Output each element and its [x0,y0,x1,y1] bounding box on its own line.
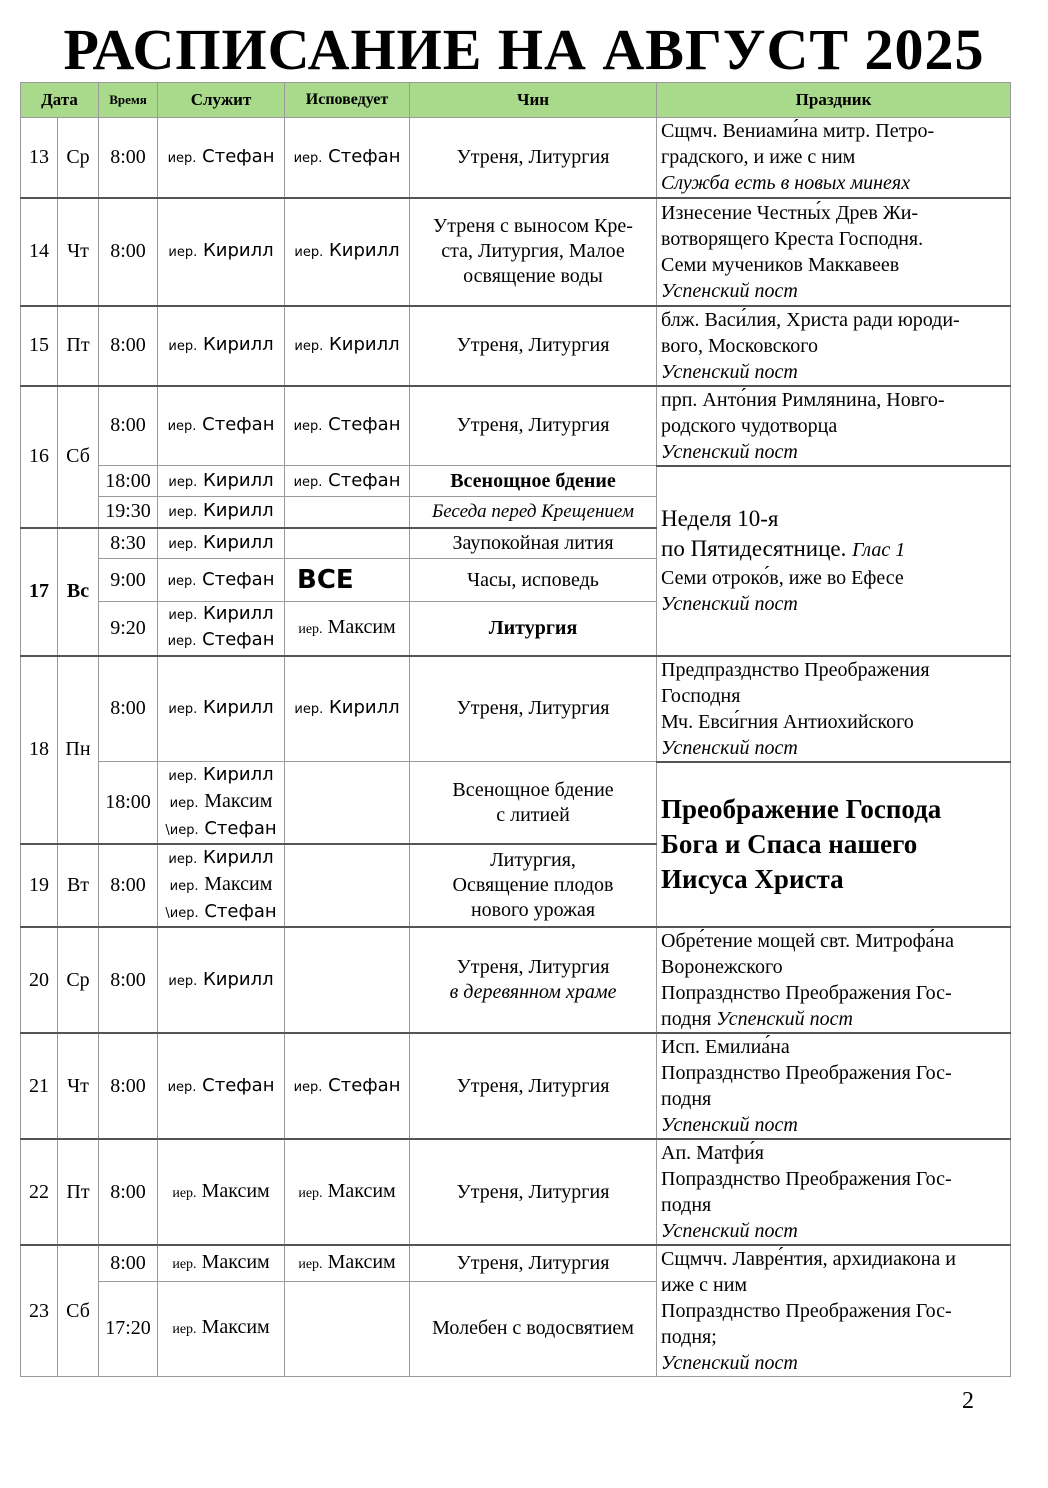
serves-cell [158,1245,285,1281]
fast-note: Успенский пост [661,1352,798,1374]
feast-cell [657,386,1011,466]
weekday-cell: Сб [58,1245,99,1377]
day-cell: 18 [21,656,58,845]
clergy-name: Кирилл [202,334,274,355]
day-cell: 20 [21,927,58,1033]
service-line: Утреня, Литургия [456,956,610,978]
confesses-all: ВСЕ [285,559,410,602]
clergy-name: Стефан [202,414,275,436]
col-header-feast: Праздник [657,83,1011,118]
confesses-cell [285,927,410,1033]
time-cell: 8:00 [99,844,158,927]
table-row [21,466,1011,497]
rank-label: иер. [168,702,198,718]
feast-cell [657,198,1011,306]
serves-cell [158,306,285,386]
confesses-cell [285,497,410,528]
service-cell: Заупокойная лития [410,528,657,559]
service-cell: Утреня, Литургия [410,306,657,386]
weekday-cell: Пн [58,656,99,845]
serves-cell [158,602,285,656]
day-cell: 21 [21,1033,58,1139]
weekday-cell: Чт [58,198,99,306]
clergy-name: Кирилл [328,240,400,261]
schedule-table [20,82,1011,1377]
clergy-name: Стефан [328,469,401,491]
rank-label: иер. [168,474,198,490]
clergy-name: Стефан [204,818,277,839]
day-cell: 22 [21,1139,58,1245]
weekday-cell: Пт [58,1139,99,1245]
rank-label: иер. [168,852,198,867]
fast-note: Успенский пост [661,593,798,615]
day-cell: 14 [21,198,58,306]
service-cell: Утреня, Литургия [410,1245,657,1281]
time-cell: 18:00 [99,762,158,845]
serves-cell [158,656,285,762]
day-cell: 23 [21,1245,58,1377]
serves-cell [158,559,285,602]
rank-label: иер. [167,634,197,650]
serves-cell [158,528,285,559]
rank-label: иер. [168,339,198,354]
table-row [21,1033,1011,1139]
clergy-line [161,899,281,926]
rank-label: иер. [169,796,199,811]
feast-text: подня [661,1008,712,1030]
table-row [21,386,1011,466]
clergy-line [161,628,281,654]
clergy-name: Стефан [202,568,275,590]
service-line: Утреня с выносом Кре- [433,215,633,237]
serves-cell [158,497,285,528]
feast-note: Служба есть в новых минеях [661,172,911,195]
service-cell: Часы, исповедь [410,559,657,602]
service-cell: Утреня, Литургия [410,1139,657,1245]
clergy-name: Стефан [328,145,401,167]
rank-label: иер. [298,1256,323,1272]
time-cell: 19:30 [99,497,158,528]
service-line: Освящение плодов [452,874,614,896]
table-row [21,1245,1011,1281]
weekday-cell: Вс [58,528,99,656]
feast-cell-sunday [657,466,1011,656]
fast-note: Успенский пост [716,1008,853,1030]
rank-label: иер. [168,769,198,784]
service-cell: Литургия [410,602,657,656]
service-line: освящение воды [463,265,603,287]
clergy-line [161,845,281,872]
fast-note: Успенский пост [661,279,798,302]
clergy-name: Максим [201,1316,270,1339]
clergy-name: Стефан [202,145,275,167]
confesses-cell [285,118,410,198]
feast-line: подня; [661,1326,717,1348]
clergy-line [161,762,281,789]
service-cell: Утреня, Литургия [410,656,657,762]
time-cell: 18:00 [99,466,158,497]
serves-cell [158,1281,285,1376]
service-cell: Беседа перед Крещением [410,497,657,528]
feast-line: Неделя 10-я [661,506,779,531]
day-cell: 15 [21,306,58,386]
service-cell: Молебен с водосвятием [410,1281,657,1376]
rank-label: иер. [293,419,323,435]
clergy-name: Кирилл [202,469,274,491]
rank-label: иер. [168,536,198,552]
feast-line [661,534,1008,565]
feast-cell [657,306,1011,386]
clergy-name: Стефан [204,901,277,922]
confesses-cell [285,528,410,559]
feast-cell [657,1139,1011,1245]
feast-cell [657,1033,1011,1139]
feast-line: иже с ним [661,1274,748,1296]
confesses-cell [285,306,410,386]
table-header-row [21,83,1011,118]
tone-label: Глас 1 [852,539,906,561]
clergy-name: Максим [201,1250,270,1273]
feast-line [661,1006,1008,1032]
fast-note: Успенский пост [661,736,798,759]
weekday-cell: Сб [58,386,99,528]
feast-line: Ап. Матфи́я [661,1142,764,1164]
rank-label: иер. [294,702,324,718]
table-row [21,1139,1011,1245]
confesses-cell [285,762,410,845]
time-cell: 8:00 [99,1245,158,1281]
time-cell: 8:00 [99,198,158,306]
confesses-cell [285,198,410,306]
feast-cell [657,1245,1011,1377]
confesses-cell [285,466,410,497]
weekday-cell: Ср [58,927,99,1033]
clergy-name: Максим [201,1179,270,1202]
confesses-cell [285,656,410,762]
service-line: с литией [496,803,570,826]
col-header-confesses: Исповедует [285,83,410,118]
feast-line: Семи отроко́в, иже во Ефесе [661,567,904,589]
clergy-name: Кирилл [202,697,274,719]
rank-label: иер. [294,339,324,354]
page-title: РАСПИСАНИЕ НА АВГУСТ 2025 [63,17,985,82]
serves-cell [158,1139,285,1245]
table-row [21,198,1011,306]
service-line: Литургия, [490,849,576,871]
time-cell: 17:20 [99,1281,158,1376]
feast-title-line: Бога и Спаса нашего [661,828,918,859]
col-header-time: Время [99,83,158,118]
confesses-cell [285,844,410,927]
clergy-name: Стефан [202,629,275,651]
clergy-name: Кирилл [202,847,274,868]
feast-line: Попразднство Преображения Гос- [661,1300,952,1322]
rank-label: \иер. [165,823,199,838]
feast-line: Попразднство Преображения Гос- [661,1062,952,1084]
clergy-name: Кирилл [202,531,274,553]
fast-note: Успенский пост [661,440,798,463]
rank-label: иер. [294,245,324,260]
time-cell: 8:00 [99,386,158,466]
serves-cell [158,762,285,845]
confesses-cell [285,1245,410,1281]
rank-label: \иер. [165,906,199,921]
rank-label: иер. [168,973,198,989]
serves-cell [158,198,285,306]
rank-label: иер. [293,1079,323,1095]
service-line: Всенощное бдение [452,778,614,801]
feast-line: родского чудотворца [661,414,838,437]
feast-line: Предпразднство Преображения [661,658,930,681]
time-cell: 8:00 [99,656,158,762]
clergy-line [161,602,281,628]
clergy-name: Максим [327,1179,396,1202]
feast-title-line: Преображение Господа [661,793,942,824]
clergy-name: Стефан [202,1074,275,1096]
table-row [21,927,1011,1033]
rank-label: иер. [172,1185,197,1201]
confesses-cell [285,1281,410,1376]
service-cell: Утреня, Литургия [410,386,657,466]
rank-label: иер. [298,621,323,637]
clergy-name: Максим [204,873,273,895]
fast-note: Успенский пост [661,1220,798,1242]
serves-cell [158,927,285,1033]
clergy-line [161,789,281,816]
clergy-name: Стефан [328,1074,401,1096]
rank-label: иер. [172,1322,197,1338]
rank-label: иер. [167,1079,197,1095]
feast-line: Воронежского [661,956,783,978]
feast-line: Сщмчч. Лавре́нтия, архидиакона и [661,1248,956,1270]
clergy-name: Кирилл [202,764,274,785]
fast-note: Успенский пост [661,1114,798,1136]
feast-line: Семи мучеников Маккавеев [661,253,900,276]
feast-line: Мч. Евси́гния Антиохийского [661,710,914,733]
confesses-cell [285,386,410,466]
service-location: в деревянном храме [449,981,617,1003]
time-cell: 8:00 [99,1139,158,1245]
feast-line: подня [661,1088,712,1110]
feast-line: градского, и иже с ним [661,146,856,169]
table-row [21,306,1011,386]
time-cell: 8:00 [99,927,158,1033]
feast-line: прп. Анто́ния Римлянина, Новго- [661,388,945,411]
page-number: 2 [962,1388,974,1414]
feast-cell-transfiguration [657,762,1011,928]
clergy-name: Максим [327,615,396,638]
feast-line: Сщмч. Вениами́на митр. Петро- [661,120,935,143]
col-header-serves: Служит [158,83,285,118]
clergy-line [161,816,281,843]
serves-cell [158,1033,285,1139]
rank-label: иер. [293,474,323,490]
clergy-name: Кирилл [328,697,400,719]
service-cell: Утреня, Литургия [410,1033,657,1139]
rank-label: иер. [172,1256,197,1272]
time-cell: 9:00 [99,559,158,602]
feast-line: блж. Васи́лия, Христа ради юроди- [661,308,960,331]
feast-line: Исп. Емилиа́на [661,1036,790,1058]
rank-label: иер. [167,150,197,166]
service-line: ста, Литургия, Малое [441,240,625,262]
serves-cell [158,118,285,198]
day-cell: 13 [21,118,58,198]
feast-line: Попразднство Преображения Гос- [661,1168,952,1190]
feast-line: Изнесение Честны́х Древ Жи- [661,201,919,224]
serves-cell [158,844,285,927]
clergy-name: Кирилл [202,240,274,261]
clergy-name: Кирилл [202,968,274,990]
rank-label: иер. [298,1185,323,1201]
serves-cell [158,466,285,497]
rank-label: иер. [293,150,323,166]
service-cell [410,844,657,927]
rank-label: иер. [167,573,197,589]
service-line: нового урожая [470,899,596,921]
day-cell: 19 [21,844,58,927]
feast-line: Господня [661,684,741,707]
rank-label: иер. [169,879,199,894]
rank-label: иер. [168,608,198,624]
feast-title-line: Иисуса Христа [661,863,844,894]
table-row [21,118,1011,198]
service-cell: Всенощное бдение [410,466,657,497]
feast-line: Обре́тение мощей свт. Митрофа́на [661,930,954,952]
confesses-cell [285,1139,410,1245]
feast-line: подня [661,1194,712,1216]
service-cell [410,927,657,1033]
weekday-cell: Чт [58,1033,99,1139]
confesses-cell [285,1033,410,1139]
clergy-name: Кирилл [202,500,274,522]
clergy-line [161,872,281,899]
time-cell: 9:20 [99,602,158,656]
confesses-cell [285,602,410,656]
table-row [21,656,1011,762]
serves-cell [158,386,285,466]
service-cell [410,762,657,845]
rank-label: иер. [168,505,198,521]
feast-cell [657,927,1011,1033]
clergy-name: Максим [327,1250,396,1273]
day-cell: 17 [21,528,58,656]
clergy-name: Кирилл [202,603,274,625]
clergy-name: Максим [204,790,273,812]
clergy-name: Кирилл [328,334,400,355]
fast-note: Успенский пост [661,360,798,383]
feast-title: по Пятидесятнице. [661,536,847,561]
time-cell: 8:00 [99,1033,158,1139]
weekday-cell: Вт [58,844,99,927]
feast-cell [657,656,1011,762]
feast-cell [657,118,1011,198]
time-cell: 8:00 [99,118,158,198]
feast-line: вотворящего Креста Господня. [661,227,924,250]
clergy-name: Стефан [328,414,401,436]
feast-line: вого, Московского [661,334,818,357]
table-row [21,762,1011,845]
feast-line: Попразднство Преображения Гос- [661,982,952,1004]
service-cell [410,198,657,306]
service-cell: Утреня, Литургия [410,118,657,198]
time-cell: 8:00 [99,306,158,386]
rank-label: иер. [168,245,198,260]
col-header-date: Дата [21,83,99,118]
day-cell: 16 [21,386,58,528]
time-cell: 8:30 [99,528,158,559]
weekday-cell: Пт [58,306,99,386]
col-header-service: Чин [410,83,657,118]
weekday-cell: Ср [58,118,99,198]
rank-label: иер. [167,419,197,435]
